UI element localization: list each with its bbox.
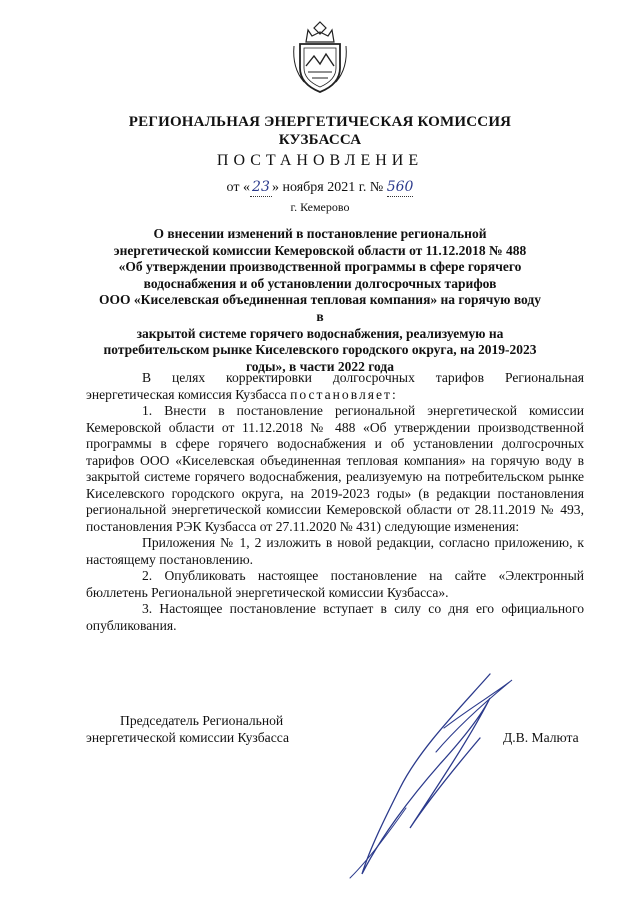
organization-title-line2: КУЗБАССА	[278, 132, 362, 148]
item-1-paragraph: 1. Внести в постановление региональной энергетической комиссии Кемеровской области от 11.12.2018 № 488 «Об утверждении производственной программы в сфере горячего водоснабжения и об установлении долгосрочных тарифов ООО «Киселевская объединенная тепловая компания» на горячую воду в закрытой системе горячего водоснабжения, реализуемую на потребительском рынке Киселевского городского округа, на 2019-2023 годы» (в редакции постановления региональной энергетической комиссии Кемеровской области от 28.11.2019 № 493, постановления РЭК Кузбасса от 27.11.2020 № 431) следующие изменения:	[86, 403, 584, 534]
date-middle: » ноября 2021 г. №	[271, 180, 384, 195]
date-prefix: от «	[226, 180, 250, 195]
document-body	[86, 370, 584, 634]
signer-title-line1: Председатель Региональной	[120, 713, 284, 728]
date-day: 23	[250, 178, 272, 197]
item-1-sub-paragraph: Приложения № 1, 2 изложить в новой редакции, согласно приложению, к настоящему постановлению.	[86, 535, 584, 567]
subject-line: «Об утверждении производственной программы в сфере горячего	[118, 259, 522, 275]
intro-paragraph	[86, 370, 584, 403]
organization-title	[100, 113, 540, 149]
intro-text: В целях корректировки долгосрочных тарифов Региональная энергетическая комиссия Кузбасса	[86, 370, 584, 402]
subject-line: энергетической комиссии Кемеровской области от 11.12.2018 № 488	[113, 242, 527, 258]
document-type: ПОСТАНОВЛЕНИЕ	[216, 152, 424, 169]
subject-line: годы», в части 2022 года	[246, 358, 394, 374]
date-and-number	[100, 178, 540, 197]
subject-line: ООО «Киселевская объединенная тепловая компания» на горячую воду в	[99, 292, 541, 324]
item-3-paragraph: 3. Настоящее постановление вступает в силу со дня его официального опубликования.	[86, 601, 584, 633]
handwritten-signature	[340, 668, 520, 882]
intro-decree-word: постановляет:	[290, 386, 398, 402]
subject-line: потребительском рынке Киселевского городского округа, на 2019-2023	[103, 342, 537, 358]
coat-of-arms-icon	[290, 20, 350, 94]
item-2-paragraph: 2. Опубликовать настоящее постановление на сайте «Электронный бюллетень Региональной энергетической комиссии Кузбасса».	[86, 568, 584, 600]
document-number: 560	[386, 179, 414, 195]
subject-line: закрытой системе горячего водоснабжения, реализуемую на	[136, 325, 504, 341]
city: г. Кемерово	[290, 200, 350, 214]
signer-title	[86, 712, 346, 746]
document-subject	[95, 226, 545, 375]
signer-name: Д.В. Малюта	[503, 730, 579, 745]
subject-line: О внесении изменений в постановление региональной	[153, 226, 487, 241]
organization-title-line1: РЕГИОНАЛЬНАЯ ЭНЕРГЕТИЧЕСКАЯ КОМИССИЯ	[128, 114, 512, 130]
subject-line: водоснабжения и об установлении долгосрочных тарифов	[143, 275, 497, 291]
signer-title-line2: энергетической комиссии Кузбасса	[86, 730, 289, 745]
